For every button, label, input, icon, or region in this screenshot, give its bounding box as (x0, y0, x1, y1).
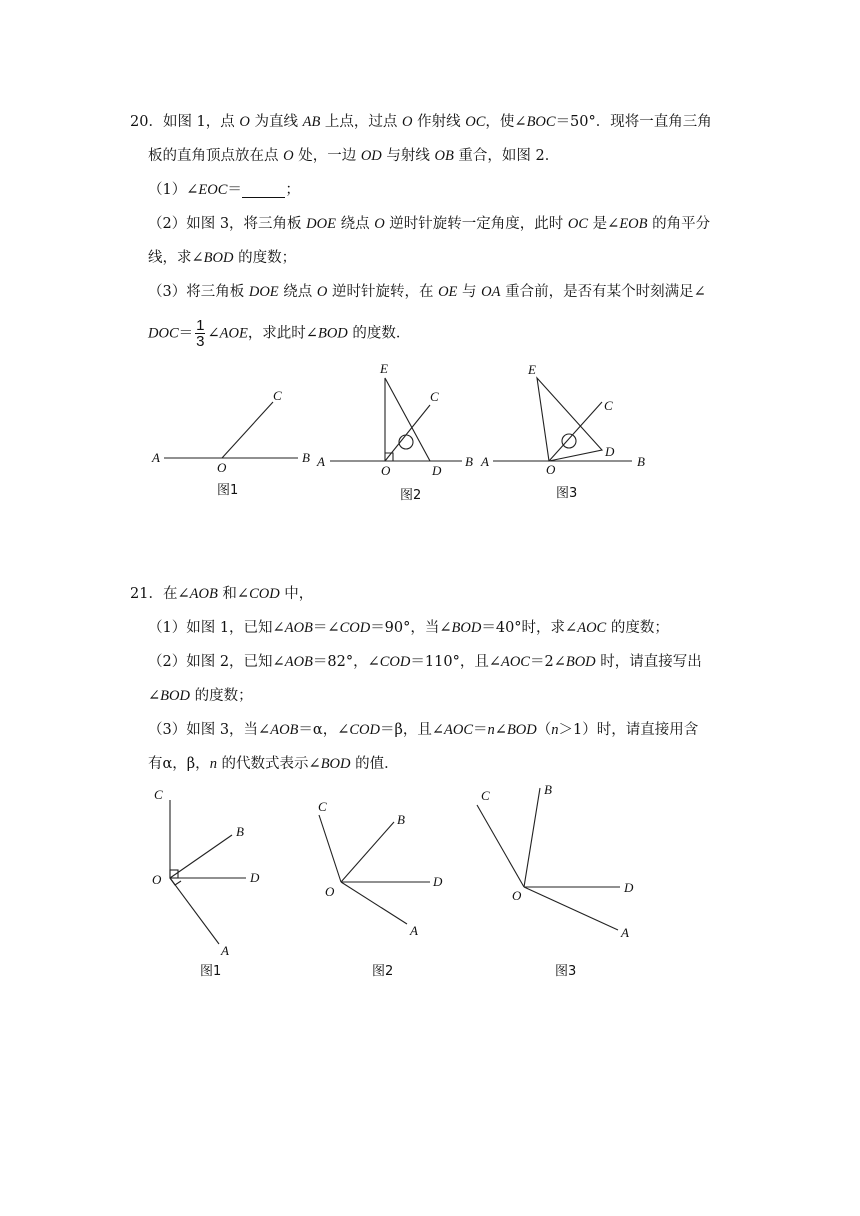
text: O (283, 148, 294, 164)
text: O (316, 284, 328, 300)
label-B: B (637, 454, 645, 469)
text: ＝∠ (312, 620, 340, 636)
text: O (239, 114, 250, 130)
text: ＝ (178, 325, 194, 342)
text: AB (302, 114, 321, 130)
text: 重合，如图 2． (453, 148, 560, 164)
right-angle-mark (385, 453, 393, 461)
text: BOD (565, 654, 596, 670)
text: 21．在∠ (130, 586, 190, 602)
text: OE (438, 284, 458, 300)
label-B: B (236, 824, 244, 839)
text: COD (349, 722, 380, 738)
label-D: D (605, 444, 615, 459)
text: 的度数； (189, 688, 253, 704)
label-O: O (325, 884, 335, 899)
text: ＝α，∠ (298, 722, 350, 738)
fraction-denominator: 3 (196, 333, 205, 350)
label-C: C (273, 388, 282, 403)
q20-line-7 (148, 318, 410, 349)
label-B: B (465, 454, 473, 469)
text: 逆时针旋转一定角度，此时 (384, 216, 568, 232)
ray-OB (524, 788, 540, 887)
text: 上点，过点 (320, 114, 403, 130)
right-angle-mark (170, 870, 178, 878)
text: ＝β，且∠ (379, 722, 445, 738)
label-D: D (250, 870, 260, 885)
text: AOC (500, 654, 530, 670)
label-O: O (546, 462, 556, 477)
q20-fig2 (330, 378, 462, 461)
q20-fig3 (493, 378, 632, 461)
text: ∠ (207, 325, 220, 342)
label-C: C (154, 787, 163, 802)
text: 作射线 (412, 114, 466, 130)
text: ； (285, 182, 300, 198)
text: BOD (317, 325, 348, 342)
q21-line-2 (148, 618, 669, 638)
q21-fig3 (477, 788, 620, 930)
text: （1）如图 1，已知∠ (148, 620, 285, 636)
text: （3）如图 3，当∠ (148, 722, 271, 738)
text: ＝ (473, 722, 488, 738)
text: AOB (189, 586, 218, 602)
q20-line-2 (148, 146, 559, 166)
text: BOD (451, 620, 482, 636)
text: （3）将三角板 (148, 284, 249, 300)
text: OC (465, 114, 486, 130)
label-D: D (433, 874, 443, 889)
ray-OC (477, 805, 524, 887)
ray-OB (170, 835, 232, 878)
text: ＝82°，∠ (312, 654, 380, 670)
ray-OC (222, 402, 273, 458)
text: ∠ (494, 722, 507, 738)
fraction-one-third (195, 318, 205, 349)
q21-fig1 (170, 800, 246, 944)
label-O: O (217, 460, 227, 475)
right-angle-mark (170, 878, 181, 885)
q20-line-4 (148, 214, 710, 234)
text: 的度数； (606, 620, 669, 636)
text: OB (434, 148, 454, 164)
ray-OA (170, 878, 219, 944)
label-A: A (481, 454, 489, 469)
text: 与 (457, 284, 482, 300)
text: n (487, 722, 495, 738)
label-C: C (604, 398, 613, 413)
ray-OA (524, 887, 618, 930)
text: COD (249, 586, 280, 602)
text: BOD (160, 688, 190, 704)
text: O (374, 216, 385, 232)
text: 是∠ (588, 216, 620, 232)
text: n (551, 722, 559, 738)
text: AOE (219, 325, 248, 342)
answer-blank[interactable] (242, 183, 286, 198)
label-O: O (512, 888, 522, 903)
text: 的度数； (233, 250, 297, 266)
text: ＝50°．现将一直角三角 (555, 114, 712, 130)
q20-line-6 (148, 282, 706, 302)
ray-OC (385, 405, 430, 461)
text: 绕点 (335, 216, 375, 232)
text: 20．如图 1，点 (130, 114, 240, 130)
text: ＝90°，当∠ (370, 620, 452, 636)
q21-line-1 (130, 584, 313, 604)
label-A: A (410, 923, 418, 938)
fraction-numerator: 1 (196, 317, 205, 334)
text: ，求此时∠ (247, 325, 318, 342)
label-E: E (528, 362, 536, 377)
label-D: D (624, 880, 634, 895)
text: DOE (306, 216, 336, 232)
text: ，使∠ (485, 114, 527, 130)
text: BOD (506, 722, 537, 738)
text: EOC (198, 182, 228, 198)
text: COD (379, 654, 411, 670)
text: EOB (619, 216, 648, 232)
caption-fig2: 图2 (372, 964, 394, 979)
q20-line-3 (148, 180, 300, 200)
ray-OA (341, 882, 407, 924)
text: 中， (279, 586, 314, 602)
q20-line-5 (148, 248, 296, 268)
text: ＝40°时，求∠ (481, 620, 578, 636)
text: 时，请直接写出 (595, 654, 702, 670)
text: 板的直角顶点放在点 (148, 148, 284, 164)
text: 和∠ (217, 586, 250, 602)
triangle-DOE (537, 378, 602, 461)
label-C: C (318, 799, 327, 814)
label-A: A (221, 943, 229, 958)
label-D: D (432, 463, 442, 478)
text: 绕点 (278, 284, 317, 300)
text: 重合前，是否有某个时刻满足∠ (500, 284, 706, 300)
label-C: C (481, 788, 490, 803)
text: （1）∠ (148, 182, 199, 198)
q20-fig1 (164, 402, 298, 458)
caption-fig1: 图1 (200, 964, 222, 979)
text: 有α，β， (148, 756, 210, 772)
text: （2）如图 2，已知∠ (148, 654, 285, 670)
text: AOC (444, 722, 474, 738)
text: BOD (320, 756, 351, 772)
label-A: A (621, 925, 629, 940)
ray-OC (319, 815, 341, 882)
text: 逆时针旋转，在 (327, 284, 439, 300)
text: ∠ (148, 688, 161, 704)
text: BOD (203, 250, 234, 266)
label-C: C (430, 389, 439, 404)
label-O: O (381, 463, 391, 478)
text: DOC (148, 325, 179, 342)
text: 的值． (350, 756, 399, 772)
text: 与射线 (381, 148, 435, 164)
text: COD (339, 620, 371, 636)
text: ＞1）时，请直接用含 (558, 722, 699, 738)
q21-line-6 (148, 754, 399, 774)
label-E: E (380, 361, 388, 376)
q21-line-4 (148, 686, 253, 706)
triangle-hole (562, 434, 576, 448)
q21-fig2 (319, 815, 430, 924)
text: AOB (284, 620, 313, 636)
triangle-DOE (385, 378, 430, 461)
label-O: O (152, 872, 162, 887)
text: OD (360, 148, 382, 164)
text: AOB (270, 722, 299, 738)
text: 为直线 (249, 114, 303, 130)
label-B: B (302, 450, 310, 465)
q21-line-3 (148, 652, 702, 672)
label-B: B (544, 782, 552, 797)
text: 处，一边 (293, 148, 361, 164)
text: O (402, 114, 413, 130)
caption-fig1: 图1 (217, 483, 239, 498)
text: DOE (248, 284, 279, 300)
text: AOC (577, 620, 607, 636)
label-B: B (397, 812, 405, 827)
caption-fig3: 图3 (555, 964, 577, 979)
text: OC (567, 216, 589, 232)
triangle-hole (399, 435, 413, 449)
text: n (209, 756, 217, 772)
text: BOC (526, 114, 556, 130)
text: 的代数式表示∠ (216, 756, 321, 772)
q21-line-5 (148, 720, 698, 740)
text: ＝110°，且∠ (410, 654, 501, 670)
label-A: A (152, 450, 160, 465)
caption-fig2: 图2 (400, 488, 422, 503)
q20-line-1 (130, 112, 712, 132)
text: 线，求∠ (148, 250, 204, 266)
label-A: A (317, 454, 325, 469)
ray-OC (549, 402, 602, 461)
ray-OB (341, 822, 394, 882)
text: （2）如图 3，将三角板 (148, 216, 307, 232)
text: AOB (284, 654, 313, 670)
caption-fig3: 图3 (556, 486, 578, 501)
text: 的度数． (347, 325, 411, 342)
text: （ (536, 722, 552, 738)
text: OA (481, 284, 501, 300)
text: ＝ (227, 182, 242, 198)
text: ＝2∠ (529, 654, 566, 670)
text: 的角平分 (647, 216, 711, 232)
